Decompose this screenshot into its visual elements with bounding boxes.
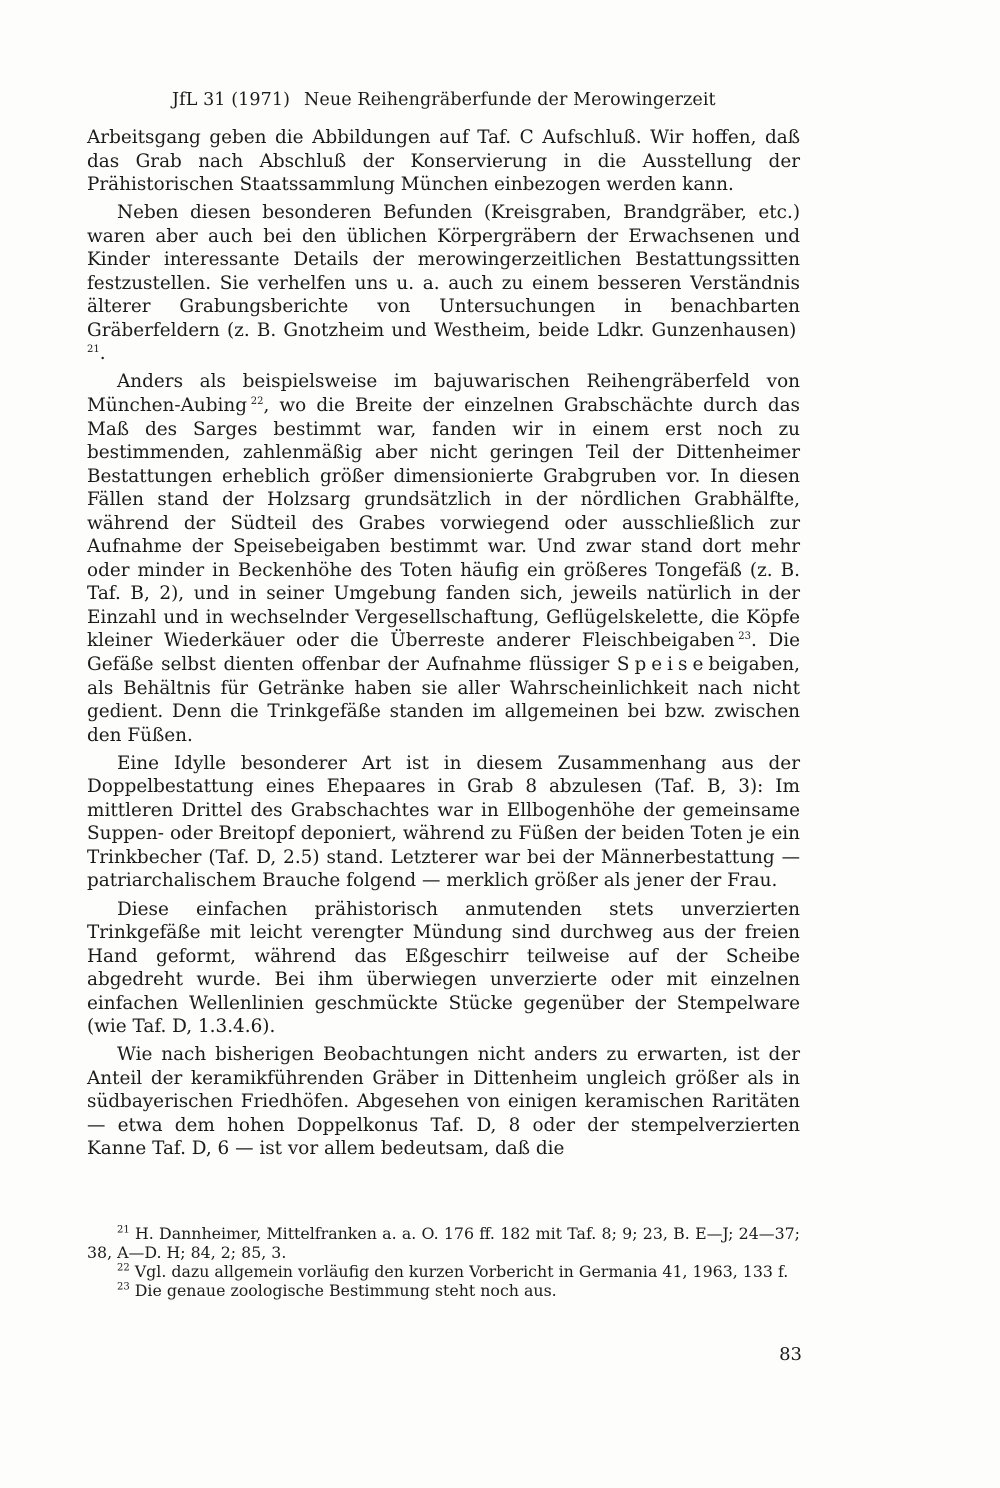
page-number: 83 [779, 1344, 802, 1365]
paragraph-text: Neben diesen besonderen Befunden (Kreisgraben, Brandgräber, etc.) waren aber auch bei den üblichen Körpergräbern der Erwachsenen und Kinder interessante Details der merowingerzeitlichen Bestattungssitten festzustellen. Sie verhelfen uns u. a. auch zu einem besseren Verständnis älterer Grabungsberichte von Untersuchungen in benachbarten Gräberfeldern (z. B. Gnotzheim und Westheim, beide Ldkr. Gunzenhausen) [87, 202, 800, 341]
paragraph-tail: . [99, 343, 106, 365]
journal-citation: JfL 31 (1971) [172, 90, 290, 110]
footnote-ref-21: 21 [87, 344, 100, 356]
running-title: Neue Reihengräberfunde der Merowingerzeit [304, 90, 716, 110]
paragraph-2 [87, 201, 800, 366]
paragraph-text: Wie nach bisherigen Beobachtungen nicht anders zu erwarten, ist der Anteil der keramikführenden Gräber in Dittenheim ungleich größer als in südbayerischen Friedhöfen. Abgesehen von einigen keramischen Raritäten — etwa dem hohen Doppelkonus Taf. D, 8 oder der stempelverzierten Kanne Taf. D, 6 — ist vor allem bedeutsam, daß die [87, 1044, 800, 1160]
paragraph-6 [87, 1043, 800, 1161]
footnote-23 [87, 1281, 800, 1300]
footnote-number: 22 [117, 1262, 130, 1274]
paragraph-4 [87, 752, 800, 893]
paragraph-text: , wo die Breite der einzelnen Grabschächte durch das Maß des Sarges bestimmt war, fanden wir in einem erst noch zu bestimmenden, zahlenmäßig aber nicht geringen Teil der Dittenheimer Bestattungen erheblich größer dimensionierte Grabgruben vor. In diesen Fällen stand der Holzsarg grundsätzlich in der nördlichen Grabhälfte, während der Südteil des Grabes vorwiegend oder ausschließlich zur Aufnahme der Speisebeigaben bestimmt war. Und zwar stand dort mehr oder minder in Beckenhöhe des Toten häufig ein größeres Tongefäß (z. B. Taf. B, 2), und in seiner Umgebung fanden sich, jeweils natürlich in der Einzahl und in wechselnder Vergesellschaftung, Geflügelskelette, die Köpfe kleiner Wiederkäuer oder die Überreste anderer Fleischbeigaben [87, 395, 800, 652]
footnote-21 [87, 1224, 800, 1262]
footnotes [87, 1224, 800, 1300]
footnote-text: Vgl. dazu allgemein vorläufig den kurzen Vorbericht in Germania 41, 1963, 133 f. [129, 1262, 789, 1281]
footnote-ref-23: 23 [738, 631, 752, 643]
footnote-number: 23 [117, 1281, 130, 1293]
paragraph-text: Diese einfachen prähistorisch anmutenden stets unverzierten Trinkgefäße mit leicht verengter Mündung sind durchweg aus der freien Hand geformt, während das Eßgeschirr teilweise auf der Scheibe abgedreht wurde. Bei ihm überwiegen unverzierte oder mit einzelnen einfachen Wellenlinien geschmückte Stücke gegenüber der Stempelware (wie Taf. D, 1.3.4.6). [87, 898, 800, 1038]
paragraph-3 [87, 370, 800, 747]
footnote-text: H. Dannheimer, Mittelfranken a. a. O. 176 ff. 182 mit Taf. 8; 9; 23, B. E—J; 24—37; 38, A—D. H; 84, 2; 85, 3. [87, 1224, 800, 1262]
paragraph-text: . Die Gefäße selbst dienten offenbar der Aufnahme flüssiger [87, 630, 801, 676]
paragraph-5 [87, 898, 800, 1039]
footnote-ref-22: 22 [250, 395, 264, 407]
paragraph-1 [87, 126, 800, 197]
footnote-number: 21 [117, 1224, 130, 1236]
paragraph-text: beigaben, als Behältnis für Getränke haben sie aller Wahrscheinlichkeit nach nicht gedient. Denn die Trinkgefäße standen im allgemeinen bei bzw. zwischen den Füßen. [87, 654, 800, 746]
body-text [87, 126, 800, 1161]
paragraph-text: Anders als beispielsweise im bajuwarischen Reihengräberfeld von München-Aubing [87, 371, 800, 417]
paragraph-text: Eine Idylle besonderer Art ist in diesem Zusammenhang aus der Doppelbestattung eines Ehepaares in Grab 8 abzulesen (Taf. B, 3): Im mittleren Drittel des Grabschachtes war in Ellbogenhöhe der gemeinsame Suppen- oder Breitopf deponiert, während zu Füßen der beiden Toten je ein Trinkbecher (Taf. D, 2.5) stand. Letzterer war bei der Männerbestattung — patriarchalischem Brauche folgend — merklich größer als jener der Frau. [87, 752, 800, 892]
footnote-text: Die genaue zoologische Bestimmung steht noch aus. [129, 1281, 557, 1300]
spaced-emphasis: Speise [616, 654, 709, 676]
footnote-22 [87, 1262, 800, 1281]
paragraph-text: Arbeitsgang geben die Abbildungen auf Taf. C Aufschluß. Wir hoffen, daß das Grab nach Abschluß der Konservierung in die Ausstellung der Prähistorischen Staatssammlung München einbezogen werden kann. [87, 127, 800, 196]
running-head [172, 90, 732, 110]
